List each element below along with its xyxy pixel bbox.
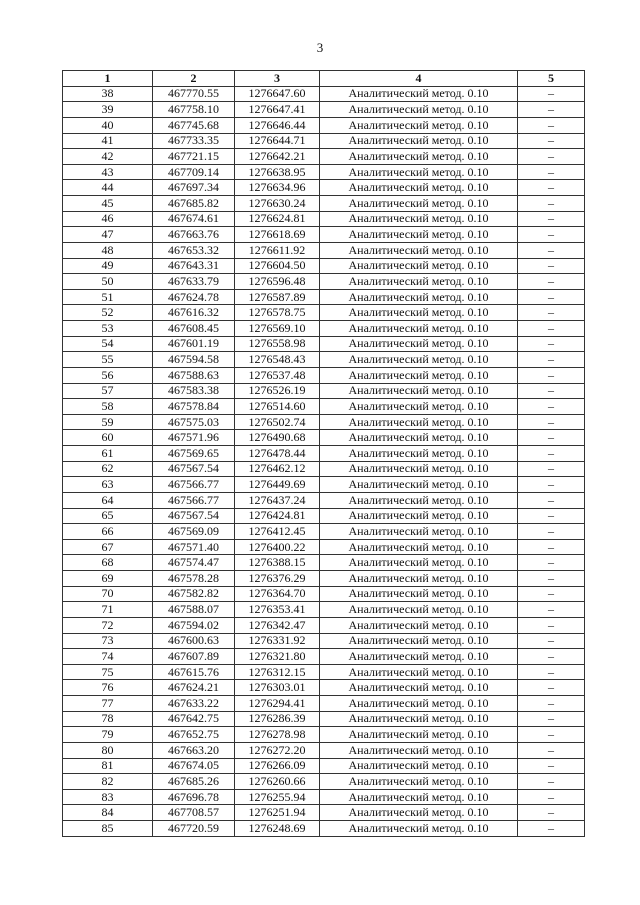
cell-method: Аналитический метод. 0.10 xyxy=(320,149,518,165)
cell-x-coordinate: 467607.89 xyxy=(153,649,235,665)
cell-y-coordinate: 1276647.41 xyxy=(235,102,320,118)
table-row xyxy=(63,711,585,727)
cell-y-coordinate: 1276255.94 xyxy=(235,789,320,805)
cell-note: – xyxy=(518,696,585,712)
cell-y-coordinate: 1276266.09 xyxy=(235,758,320,774)
table-row xyxy=(63,571,585,587)
cell-y-coordinate: 1276587.89 xyxy=(235,289,320,305)
cell-y-coordinate: 1276618.69 xyxy=(235,227,320,243)
table-row xyxy=(63,508,585,524)
cell-x-coordinate: 467653.32 xyxy=(153,242,235,258)
cell-point-number: 62 xyxy=(63,461,153,477)
cell-y-coordinate: 1276478.44 xyxy=(235,446,320,462)
cell-point-number: 53 xyxy=(63,321,153,337)
cell-y-coordinate: 1276611.92 xyxy=(235,242,320,258)
table-row xyxy=(63,789,585,805)
cell-y-coordinate: 1276514.60 xyxy=(235,399,320,415)
table-row xyxy=(63,321,585,337)
column-header-point: 1 xyxy=(63,71,153,87)
table-row xyxy=(63,821,585,837)
cell-method: Аналитический метод. 0.10 xyxy=(320,399,518,415)
cell-x-coordinate: 467588.63 xyxy=(153,367,235,383)
cell-y-coordinate: 1276376.29 xyxy=(235,571,320,587)
cell-x-coordinate: 467566.77 xyxy=(153,492,235,508)
cell-x-coordinate: 467594.58 xyxy=(153,352,235,368)
cell-point-number: 82 xyxy=(63,774,153,790)
cell-note: – xyxy=(518,117,585,133)
table-row xyxy=(63,680,585,696)
cell-y-coordinate: 1276558.98 xyxy=(235,336,320,352)
cell-point-number: 77 xyxy=(63,696,153,712)
cell-x-coordinate: 467569.65 xyxy=(153,446,235,462)
cell-point-number: 78 xyxy=(63,711,153,727)
cell-method: Аналитический метод. 0.10 xyxy=(320,758,518,774)
cell-y-coordinate: 1276312.15 xyxy=(235,664,320,680)
page-number: 3 xyxy=(316,40,324,55)
cell-y-coordinate: 1276437.24 xyxy=(235,492,320,508)
cell-method: Аналитический метод. 0.10 xyxy=(320,774,518,790)
cell-point-number: 51 xyxy=(63,289,153,305)
table-row xyxy=(63,539,585,555)
cell-point-number: 66 xyxy=(63,524,153,540)
table-row xyxy=(63,742,585,758)
table-row xyxy=(63,86,585,102)
table-row xyxy=(63,305,585,321)
cell-x-coordinate: 467571.96 xyxy=(153,430,235,446)
cell-x-coordinate: 467685.26 xyxy=(153,774,235,790)
cell-y-coordinate: 1276286.39 xyxy=(235,711,320,727)
cell-note: – xyxy=(518,524,585,540)
cell-point-number: 65 xyxy=(63,508,153,524)
cell-x-coordinate: 467758.10 xyxy=(153,102,235,118)
cell-x-coordinate: 467578.84 xyxy=(153,399,235,415)
cell-note: – xyxy=(518,680,585,696)
cell-y-coordinate: 1276526.19 xyxy=(235,383,320,399)
table-row xyxy=(63,367,585,383)
cell-method: Аналитический метод. 0.10 xyxy=(320,571,518,587)
table-row xyxy=(63,633,585,649)
table-row xyxy=(63,227,585,243)
cell-note: – xyxy=(518,492,585,508)
cell-x-coordinate: 467720.59 xyxy=(153,821,235,837)
cell-point-number: 40 xyxy=(63,117,153,133)
cell-method: Аналитический метод. 0.10 xyxy=(320,821,518,837)
cell-method: Аналитический метод. 0.10 xyxy=(320,524,518,540)
cell-method: Аналитический метод. 0.10 xyxy=(320,586,518,602)
cell-note: – xyxy=(518,227,585,243)
cell-method: Аналитический метод. 0.10 xyxy=(320,633,518,649)
table-row xyxy=(63,414,585,430)
cell-x-coordinate: 467569.09 xyxy=(153,524,235,540)
cell-method: Аналитический метод. 0.10 xyxy=(320,352,518,368)
cell-point-number: 55 xyxy=(63,352,153,368)
cell-x-coordinate: 467566.77 xyxy=(153,477,235,493)
cell-note: – xyxy=(518,164,585,180)
cell-method: Аналитический метод. 0.10 xyxy=(320,86,518,102)
cell-point-number: 47 xyxy=(63,227,153,243)
cell-note: – xyxy=(518,274,585,290)
cell-note: – xyxy=(518,461,585,477)
cell-note: – xyxy=(518,196,585,212)
cell-point-number: 56 xyxy=(63,367,153,383)
cell-point-number: 80 xyxy=(63,742,153,758)
cell-y-coordinate: 1276331.92 xyxy=(235,633,320,649)
cell-method: Аналитический метод. 0.10 xyxy=(320,367,518,383)
cell-note: – xyxy=(518,289,585,305)
table-row xyxy=(63,774,585,790)
cell-point-number: 50 xyxy=(63,274,153,290)
cell-method: Аналитический метод. 0.10 xyxy=(320,696,518,712)
table-row xyxy=(63,336,585,352)
table-row xyxy=(63,805,585,821)
cell-note: – xyxy=(518,742,585,758)
cell-point-number: 54 xyxy=(63,336,153,352)
cell-note: – xyxy=(518,383,585,399)
table-row xyxy=(63,211,585,227)
cell-y-coordinate: 1276569.10 xyxy=(235,321,320,337)
cell-point-number: 46 xyxy=(63,211,153,227)
cell-x-coordinate: 467578.28 xyxy=(153,571,235,587)
cell-x-coordinate: 467697.34 xyxy=(153,180,235,196)
cell-point-number: 48 xyxy=(63,242,153,258)
coordinates-table xyxy=(62,70,585,837)
table-row xyxy=(63,180,585,196)
cell-method: Аналитический метод. 0.10 xyxy=(320,539,518,555)
cell-point-number: 59 xyxy=(63,414,153,430)
cell-x-coordinate: 467588.07 xyxy=(153,602,235,618)
cell-point-number: 58 xyxy=(63,399,153,415)
cell-point-number: 83 xyxy=(63,789,153,805)
cell-x-coordinate: 467583.38 xyxy=(153,383,235,399)
cell-y-coordinate: 1276647.60 xyxy=(235,86,320,102)
table-row xyxy=(63,102,585,118)
cell-point-number: 84 xyxy=(63,805,153,821)
cell-method: Аналитический метод. 0.10 xyxy=(320,555,518,571)
cell-method: Аналитический метод. 0.10 xyxy=(320,164,518,180)
cell-note: – xyxy=(518,367,585,383)
cell-note: – xyxy=(518,805,585,821)
cell-x-coordinate: 467663.20 xyxy=(153,742,235,758)
cell-y-coordinate: 1276462.12 xyxy=(235,461,320,477)
cell-y-coordinate: 1276342.47 xyxy=(235,617,320,633)
cell-point-number: 52 xyxy=(63,305,153,321)
cell-x-coordinate: 467643.31 xyxy=(153,258,235,274)
table-row xyxy=(63,164,585,180)
cell-y-coordinate: 1276353.41 xyxy=(235,602,320,618)
table-row xyxy=(63,274,585,290)
cell-method: Аналитический метод. 0.10 xyxy=(320,602,518,618)
cell-method: Аналитический метод. 0.10 xyxy=(320,289,518,305)
cell-note: – xyxy=(518,133,585,149)
cell-method: Аналитический метод. 0.10 xyxy=(320,242,518,258)
cell-method: Аналитический метод. 0.10 xyxy=(320,336,518,352)
table-row xyxy=(63,524,585,540)
cell-method: Аналитический метод. 0.10 xyxy=(320,492,518,508)
cell-method: Аналитический метод. 0.10 xyxy=(320,414,518,430)
table-row xyxy=(63,258,585,274)
cell-note: – xyxy=(518,477,585,493)
cell-method: Аналитический метод. 0.10 xyxy=(320,227,518,243)
cell-method: Аналитический метод. 0.10 xyxy=(320,805,518,821)
cell-x-coordinate: 467708.57 xyxy=(153,805,235,821)
cell-y-coordinate: 1276634.96 xyxy=(235,180,320,196)
cell-note: – xyxy=(518,555,585,571)
table-row xyxy=(63,758,585,774)
cell-method: Аналитический метод. 0.10 xyxy=(320,180,518,196)
cell-note: – xyxy=(518,571,585,587)
cell-note: – xyxy=(518,617,585,633)
cell-method: Аналитический метод. 0.10 xyxy=(320,274,518,290)
cell-note: – xyxy=(518,508,585,524)
cell-note: – xyxy=(518,539,585,555)
cell-note: – xyxy=(518,414,585,430)
cell-method: Аналитический метод. 0.10 xyxy=(320,727,518,743)
cell-y-coordinate: 1276604.50 xyxy=(235,258,320,274)
cell-y-coordinate: 1276400.22 xyxy=(235,539,320,555)
cell-method: Аналитический метод. 0.10 xyxy=(320,321,518,337)
cell-x-coordinate: 467685.82 xyxy=(153,196,235,212)
cell-y-coordinate: 1276364.70 xyxy=(235,586,320,602)
cell-point-number: 76 xyxy=(63,680,153,696)
cell-y-coordinate: 1276490.68 xyxy=(235,430,320,446)
cell-note: – xyxy=(518,399,585,415)
cell-y-coordinate: 1276502.74 xyxy=(235,414,320,430)
table-body xyxy=(63,86,585,836)
table-row xyxy=(63,617,585,633)
cell-point-number: 69 xyxy=(63,571,153,587)
cell-y-coordinate: 1276638.95 xyxy=(235,164,320,180)
cell-method: Аналитический метод. 0.10 xyxy=(320,508,518,524)
cell-point-number: 70 xyxy=(63,586,153,602)
cell-note: – xyxy=(518,211,585,227)
table-row xyxy=(63,555,585,571)
cell-x-coordinate: 467652.75 xyxy=(153,727,235,743)
cell-note: – xyxy=(518,727,585,743)
cell-y-coordinate: 1276424.81 xyxy=(235,508,320,524)
cell-y-coordinate: 1276260.66 xyxy=(235,774,320,790)
table-row xyxy=(63,399,585,415)
table-header-row xyxy=(63,71,585,87)
cell-point-number: 42 xyxy=(63,149,153,165)
cell-point-number: 44 xyxy=(63,180,153,196)
cell-y-coordinate: 1276624.81 xyxy=(235,211,320,227)
cell-method: Аналитический метод. 0.10 xyxy=(320,430,518,446)
cell-x-coordinate: 467600.63 xyxy=(153,633,235,649)
cell-method: Аналитический метод. 0.10 xyxy=(320,305,518,321)
cell-x-coordinate: 467624.78 xyxy=(153,289,235,305)
table-row xyxy=(63,649,585,665)
cell-x-coordinate: 467624.21 xyxy=(153,680,235,696)
cell-x-coordinate: 467770.55 xyxy=(153,86,235,102)
cell-note: – xyxy=(518,321,585,337)
cell-x-coordinate: 467594.02 xyxy=(153,617,235,633)
cell-note: – xyxy=(518,664,585,680)
cell-y-coordinate: 1276596.48 xyxy=(235,274,320,290)
cell-note: – xyxy=(518,180,585,196)
cell-point-number: 61 xyxy=(63,446,153,462)
cell-note: – xyxy=(518,586,585,602)
table-row xyxy=(63,461,585,477)
table-row xyxy=(63,383,585,399)
cell-note: – xyxy=(518,446,585,462)
cell-x-coordinate: 467674.61 xyxy=(153,211,235,227)
cell-note: – xyxy=(518,711,585,727)
table-row xyxy=(63,446,585,462)
cell-x-coordinate: 467633.79 xyxy=(153,274,235,290)
cell-point-number: 64 xyxy=(63,492,153,508)
cell-method: Аналитический метод. 0.10 xyxy=(320,477,518,493)
cell-method: Аналитический метод. 0.10 xyxy=(320,133,518,149)
table-row xyxy=(63,133,585,149)
table-row xyxy=(63,352,585,368)
cell-method: Аналитический метод. 0.10 xyxy=(320,742,518,758)
cell-x-coordinate: 467745.68 xyxy=(153,117,235,133)
cell-note: – xyxy=(518,149,585,165)
cell-y-coordinate: 1276548.43 xyxy=(235,352,320,368)
cell-method: Аналитический метод. 0.10 xyxy=(320,711,518,727)
cell-x-coordinate: 467574.47 xyxy=(153,555,235,571)
cell-x-coordinate: 467674.05 xyxy=(153,758,235,774)
column-header-x: 2 xyxy=(153,71,235,87)
cell-note: – xyxy=(518,430,585,446)
table-row xyxy=(63,664,585,680)
table-row xyxy=(63,117,585,133)
cell-method: Аналитический метод. 0.10 xyxy=(320,117,518,133)
cell-note: – xyxy=(518,102,585,118)
cell-method: Аналитический метод. 0.10 xyxy=(320,446,518,462)
cell-method: Аналитический метод. 0.10 xyxy=(320,617,518,633)
cell-x-coordinate: 467615.76 xyxy=(153,664,235,680)
cell-point-number: 49 xyxy=(63,258,153,274)
cell-x-coordinate: 467567.54 xyxy=(153,461,235,477)
cell-y-coordinate: 1276294.41 xyxy=(235,696,320,712)
cell-method: Аналитический метод. 0.10 xyxy=(320,196,518,212)
cell-method: Аналитический метод. 0.10 xyxy=(320,664,518,680)
cell-point-number: 38 xyxy=(63,86,153,102)
table-row xyxy=(63,602,585,618)
cell-point-number: 60 xyxy=(63,430,153,446)
cell-note: – xyxy=(518,649,585,665)
cell-note: – xyxy=(518,633,585,649)
table-row xyxy=(63,430,585,446)
cell-note: – xyxy=(518,352,585,368)
table-row xyxy=(63,696,585,712)
cell-x-coordinate: 467571.40 xyxy=(153,539,235,555)
cell-point-number: 75 xyxy=(63,664,153,680)
cell-method: Аналитический метод. 0.10 xyxy=(320,461,518,477)
cell-note: – xyxy=(518,821,585,837)
cell-point-number: 67 xyxy=(63,539,153,555)
cell-point-number: 39 xyxy=(63,102,153,118)
cell-method: Аналитический метод. 0.10 xyxy=(320,680,518,696)
cell-y-coordinate: 1276412.45 xyxy=(235,524,320,540)
cell-method: Аналитический метод. 0.10 xyxy=(320,383,518,399)
cell-point-number: 45 xyxy=(63,196,153,212)
table-row xyxy=(63,289,585,305)
cell-y-coordinate: 1276303.01 xyxy=(235,680,320,696)
cell-x-coordinate: 467616.32 xyxy=(153,305,235,321)
table-row xyxy=(63,242,585,258)
table-row xyxy=(63,196,585,212)
cell-y-coordinate: 1276630.24 xyxy=(235,196,320,212)
cell-x-coordinate: 467663.76 xyxy=(153,227,235,243)
cell-point-number: 74 xyxy=(63,649,153,665)
cell-point-number: 79 xyxy=(63,727,153,743)
cell-method: Аналитический метод. 0.10 xyxy=(320,211,518,227)
table-row xyxy=(63,477,585,493)
cell-note: – xyxy=(518,774,585,790)
cell-y-coordinate: 1276278.98 xyxy=(235,727,320,743)
cell-y-coordinate: 1276388.15 xyxy=(235,555,320,571)
cell-method: Аналитический метод. 0.10 xyxy=(320,789,518,805)
cell-point-number: 57 xyxy=(63,383,153,399)
cell-point-number: 71 xyxy=(63,602,153,618)
cell-point-number: 72 xyxy=(63,617,153,633)
cell-note: – xyxy=(518,242,585,258)
cell-x-coordinate: 467608.45 xyxy=(153,321,235,337)
cell-y-coordinate: 1276578.75 xyxy=(235,305,320,321)
cell-x-coordinate: 467696.78 xyxy=(153,789,235,805)
cell-y-coordinate: 1276272.20 xyxy=(235,742,320,758)
cell-x-coordinate: 467709.14 xyxy=(153,164,235,180)
cell-y-coordinate: 1276449.69 xyxy=(235,477,320,493)
cell-point-number: 68 xyxy=(63,555,153,571)
cell-y-coordinate: 1276642.21 xyxy=(235,149,320,165)
cell-x-coordinate: 467567.54 xyxy=(153,508,235,524)
cell-x-coordinate: 467582.82 xyxy=(153,586,235,602)
cell-note: – xyxy=(518,336,585,352)
cell-y-coordinate: 1276646.44 xyxy=(235,117,320,133)
cell-method: Аналитический метод. 0.10 xyxy=(320,102,518,118)
cell-x-coordinate: 467642.75 xyxy=(153,711,235,727)
cell-point-number: 85 xyxy=(63,821,153,837)
cell-note: – xyxy=(518,86,585,102)
cell-method: Аналитический метод. 0.10 xyxy=(320,258,518,274)
table-row xyxy=(63,492,585,508)
cell-y-coordinate: 1276248.69 xyxy=(235,821,320,837)
table-row xyxy=(63,586,585,602)
cell-y-coordinate: 1276321.80 xyxy=(235,649,320,665)
cell-method: Аналитический метод. 0.10 xyxy=(320,649,518,665)
cell-x-coordinate: 467733.35 xyxy=(153,133,235,149)
table-row xyxy=(63,149,585,165)
cell-point-number: 63 xyxy=(63,477,153,493)
cell-x-coordinate: 467721.15 xyxy=(153,149,235,165)
cell-x-coordinate: 467575.03 xyxy=(153,414,235,430)
cell-note: – xyxy=(518,758,585,774)
cell-point-number: 43 xyxy=(63,164,153,180)
cell-note: – xyxy=(518,789,585,805)
cell-note: – xyxy=(518,305,585,321)
cell-note: – xyxy=(518,602,585,618)
cell-note: – xyxy=(518,258,585,274)
cell-point-number: 41 xyxy=(63,133,153,149)
column-header-method: 4 xyxy=(320,71,518,87)
cell-x-coordinate: 467633.22 xyxy=(153,696,235,712)
cell-y-coordinate: 1276537.48 xyxy=(235,367,320,383)
cell-point-number: 81 xyxy=(63,758,153,774)
table-row xyxy=(63,727,585,743)
cell-x-coordinate: 467601.19 xyxy=(153,336,235,352)
cell-y-coordinate: 1276644.71 xyxy=(235,133,320,149)
column-header-note: 5 xyxy=(518,71,585,87)
cell-y-coordinate: 1276251.94 xyxy=(235,805,320,821)
column-header-y: 3 xyxy=(235,71,320,87)
cell-point-number: 73 xyxy=(63,633,153,649)
